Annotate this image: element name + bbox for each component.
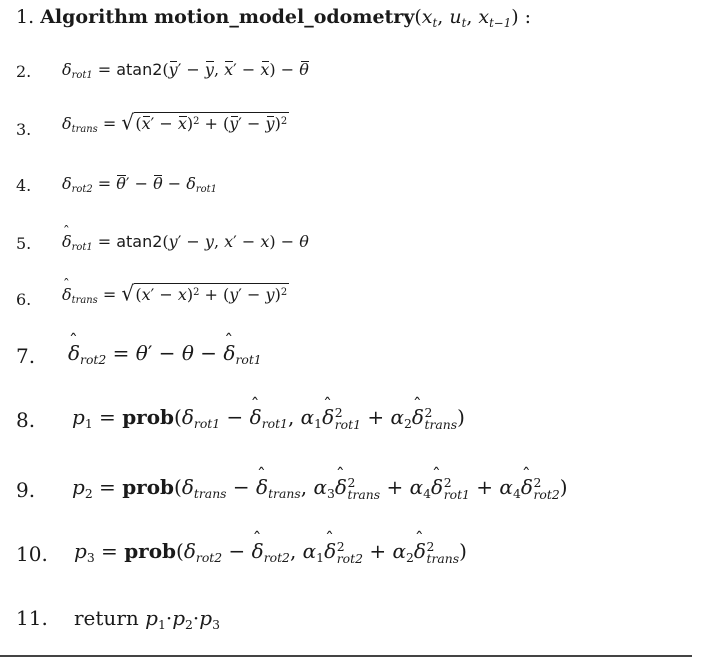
equation-delta-rot2: $\delta_{rot2} = \theta' - \theta - \delta_{rot1}$	[62, 174, 217, 196]
line-number-3: 3.	[16, 120, 32, 139]
equation-p1: $p_1$ = $prob(\delta_{rot1}$ − ˆ $\delta_{rot1}$, $\alpha_1ˆ$ δ 2 rot1 + $\alpha_2ˆ$ δ 2 trans )	[72, 405, 465, 430]
return-statement: return $p_1\cdot p_2\cdot p_3$	[74, 606, 220, 633]
equation-p2: $p_2$ = $prob(\delta_{trans}$ − ˆ $\delta_{trans}$, $\alpha_3ˆ$ δ 2 trans + $\alpha_4ˆ$ δ 2 rot1 + $\alpha_4ˆ$ δ 2 rot2 )	[72, 475, 568, 500]
line-number-4: 4.	[16, 176, 32, 195]
return-keyword: return	[74, 606, 139, 630]
line-number-5: 5.	[16, 234, 32, 253]
line-number-8: 8.	[16, 408, 36, 432]
line-number-11: 11.	[16, 606, 48, 630]
equation-delta-rot1: $\delta_{rot1} = atan2(y' - y$, x′ − x) − θ	[62, 60, 309, 82]
equation-p3: $p_3$ = $prob(\delta_{rot2}$ − ˆ $\delta_{rot2}$, $\alpha_1ˆ$ δ 2 rot2 + $\alpha_2ˆ$ δ 2 trans )	[74, 539, 467, 564]
line-number-10: 10.	[16, 542, 48, 566]
line-number-1: 1.	[16, 6, 35, 28]
algorithm-keyword: Algorithm	[40, 6, 149, 28]
line-number-7: 7.	[16, 344, 36, 368]
bottom-rule	[0, 655, 692, 657]
algorithm-name: motion_model_odometry	[154, 6, 415, 28]
line-number-2: 2.	[16, 62, 32, 81]
equation-delta-hat-rot2: ˆ $\delta_{rot2} = \theta' - \theta$ − ˆ $\delta_{rot1}$	[68, 341, 262, 365]
equation-delta-hat-rot1: ˆ $\delta_{rot1} = atan2(y' - y$, x′ − x) − θ	[62, 232, 309, 251]
algorithm-header	[16, 6, 532, 31]
line-number-6: 6.	[16, 290, 32, 309]
equation-delta-hat-trans: ˆ $\delta_{trans}$ = √ $(x' - x)^2 + (y' - y)^2$	[62, 283, 289, 304]
line-number-9: 9.	[16, 478, 36, 502]
algorithm-args: ($x_t$, $u_t$, $x_{t-1}$) :	[414, 6, 532, 31]
equation-delta-trans: $\delta_{trans}$ = √ $(x' - x)^2 + (y' - y)^2$	[62, 109, 288, 136]
